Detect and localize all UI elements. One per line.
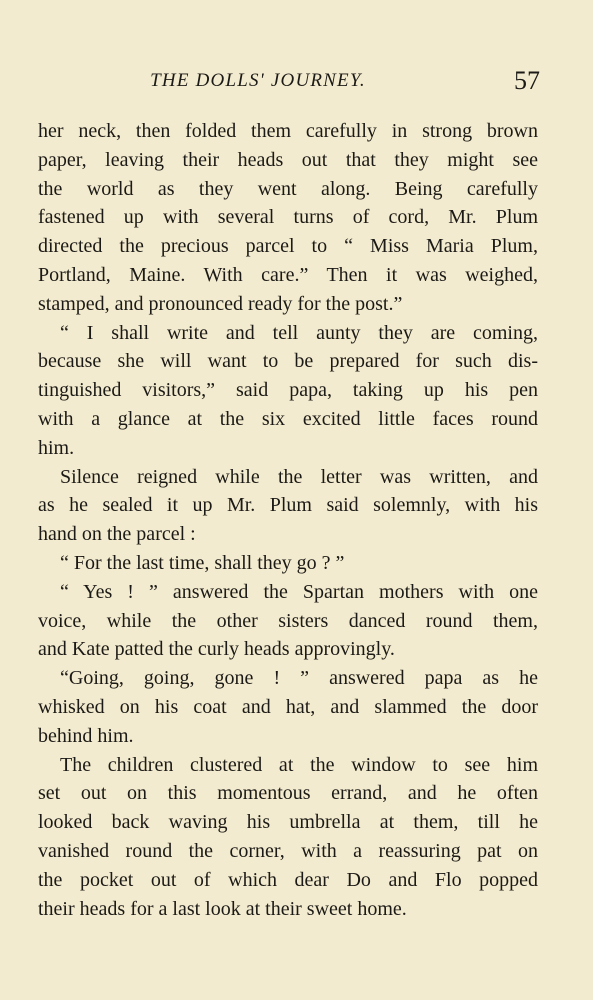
text-line: directed the precious parcel to “ Miss Maria Plum, xyxy=(38,235,538,258)
text-line: “ I shall write and tell aunty they are coming, xyxy=(60,321,538,344)
text-line: because she will want to be prepared for such dis- xyxy=(38,350,538,373)
text-line: set out on this momentous errand, and he often xyxy=(38,782,538,805)
text-line: behind him. xyxy=(38,724,134,747)
text-line: whisked on his coat and hat, and slammed the door xyxy=(38,695,538,718)
text-line: vanished round the corner, with a reassuring pat on xyxy=(38,839,538,862)
body-text xyxy=(38,117,538,923)
text-line: voice, while the other sisters danced round them, xyxy=(38,609,538,632)
running-head xyxy=(38,66,540,96)
text-line: with a glance at the six excited little faces round xyxy=(38,407,538,430)
text-line: Portland, Maine. With care.” Then it was weighed, xyxy=(38,263,538,286)
text-line: hand on the parcel : xyxy=(38,523,196,546)
text-line: fastened up with several turns of cord, Mr. Plum xyxy=(38,206,538,229)
text-line: the world as they went along. Being carefully xyxy=(38,177,538,200)
text-line: her neck, then folded them carefully in strong brown xyxy=(38,120,538,142)
text-line: “ For the last time, shall they go ? ” xyxy=(60,551,345,574)
running-head-title: THE DOLLS' JOURNEY. xyxy=(150,70,366,91)
page-number: 57 xyxy=(514,66,540,95)
text-line: their heads for a last look at their sweet home. xyxy=(38,897,407,920)
text-line: “Going, going, gone ! ” answered papa as he xyxy=(60,667,538,690)
text-line: and Kate patted the curly heads approvingly. xyxy=(38,638,395,661)
text-line: as he sealed it up Mr. Plum said solemnly, with his xyxy=(38,494,538,517)
text-line: the pocket out of which dear Do and Flo popped xyxy=(38,868,538,891)
text-line: “ Yes ! ” answered the Spartan mothers with one xyxy=(60,580,538,603)
text-line: tinguished visitors,” said papa, taking up his pen xyxy=(38,379,538,402)
text-line: him. xyxy=(38,436,75,459)
text-line: paper, leaving their heads out that they might see xyxy=(38,148,538,171)
text-line: The children clustered at the window to see him xyxy=(60,753,538,776)
text-line: Silence reigned while the letter was written, and xyxy=(60,465,538,488)
text-line: looked back waving his umbrella at them, till he xyxy=(38,811,538,834)
text-line: stamped, and pronounced ready for the post.” xyxy=(38,292,403,315)
